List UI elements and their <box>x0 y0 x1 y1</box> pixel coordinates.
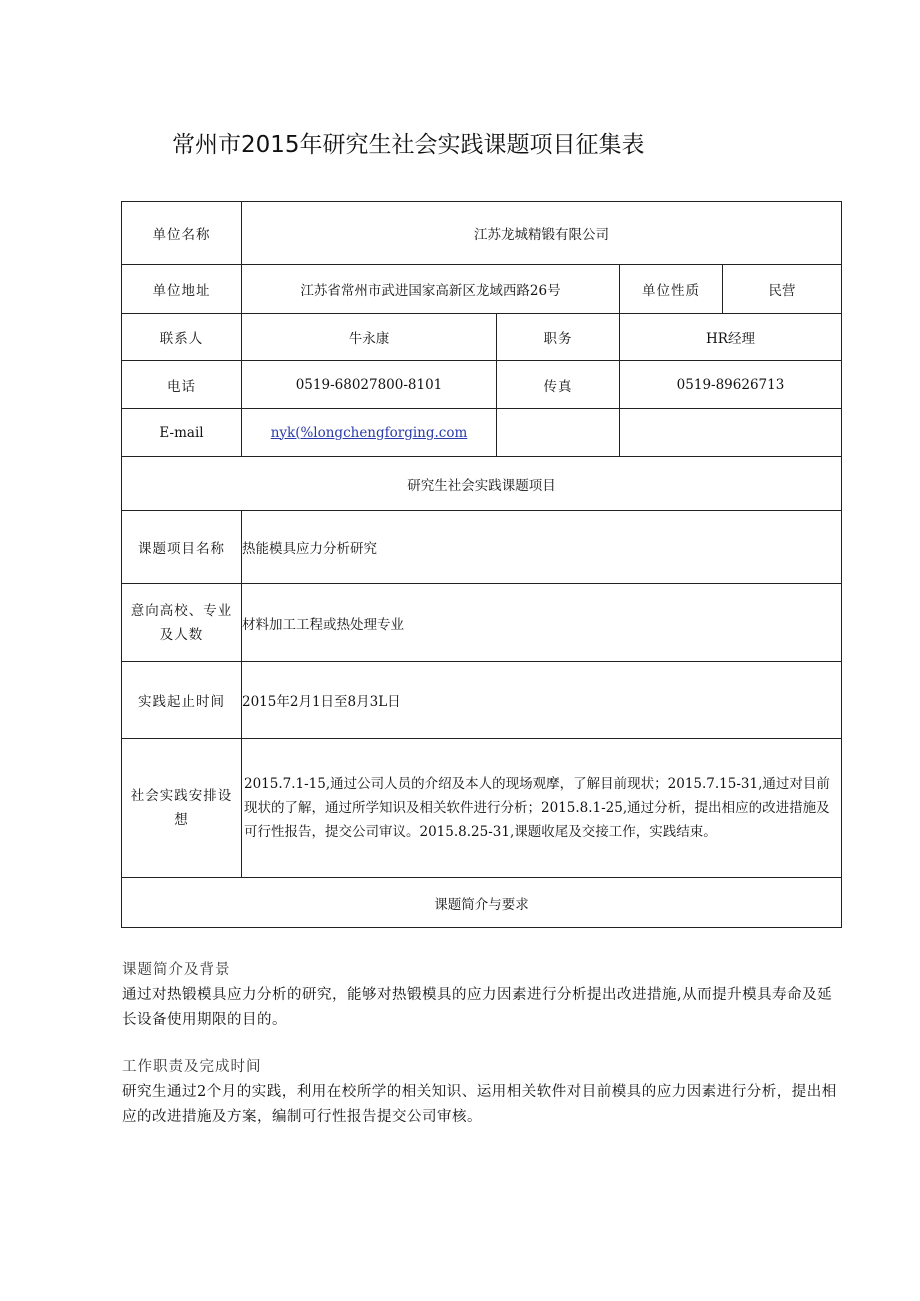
background-heading: 课题简介及背景 <box>122 962 231 978</box>
position-label: 职务 <box>497 314 620 361</box>
contact-label: 联系人 <box>122 314 242 361</box>
project-section-heading: 研究生社会实践课题项目 <box>122 457 842 511</box>
fax-label: 传真 <box>497 361 620 409</box>
school-label-line-2: 及人数 <box>159 626 204 643</box>
duties-section <box>122 1055 842 1130</box>
school-value: 材料加工工程或热处理专业 <box>242 584 842 662</box>
row-intro-section <box>122 878 842 928</box>
row-address <box>122 265 842 314</box>
page-title: 常州市2015年研究生社会实践课题项目征集表 <box>172 132 645 158</box>
email-empty-cell-1 <box>497 409 620 457</box>
arrangement-label-line-2: 想 <box>174 812 189 828</box>
project-name-label: 课题项目名称 <box>122 511 242 584</box>
nature-value: 民营 <box>723 265 842 314</box>
arrangement-value: 2015.7.1-15,通过公司人员的介绍及本人的现场观摩，了解目前现状；2015.7.15-31,通过对目前现状的了解，通过所学知识及相关软件进行分析；2015.8.1-25,通过分析，提出相应的改进措施及可行性报告，提交公司审议。2015.8.25-31,课题收尾及交接工作，实践结束。 <box>244 776 830 840</box>
fax-value: 0519-89626713 <box>620 361 842 409</box>
intro-section-heading: 课题简介与要求 <box>122 878 842 928</box>
row-school <box>122 584 842 662</box>
arrangement-value-cell <box>242 739 842 878</box>
arrangement-label <box>122 739 242 878</box>
school-label <box>122 584 242 662</box>
email-empty-cell-2 <box>620 409 842 457</box>
background-text: 通过对热锻模具应力分析的研究，能够对热锻模具的应力因素进行分析提出改进措施,从而提升模具寿命及延长设备使用期限的目的。 <box>122 987 833 1028</box>
email-value-cell <box>242 409 497 457</box>
collection-form-table <box>121 201 842 928</box>
project-name-value: 热能模具应力分析研究 <box>242 511 842 584</box>
email-link[interactable]: nyk(%longchengforging.com <box>270 424 468 441</box>
phone-label: 电话 <box>122 361 242 409</box>
time-label: 实践起止时间 <box>122 662 242 739</box>
row-time <box>122 662 842 739</box>
email-label: E-mail <box>122 409 242 457</box>
address-label: 单位地址 <box>122 265 242 314</box>
contact-value: 牛永康 <box>242 314 497 361</box>
row-project-section <box>122 457 842 511</box>
position-value: HR经理 <box>620 314 842 361</box>
address-value: 江苏省常州市武进国家高新区龙域西路26号 <box>242 265 620 314</box>
row-phone <box>122 361 842 409</box>
row-unit-name <box>122 202 842 265</box>
duties-heading: 工作职责及完成时间 <box>122 1059 262 1075</box>
background-section <box>122 958 842 1033</box>
phone-value: 0519-68027800-8101 <box>242 361 497 409</box>
row-contact <box>122 314 842 361</box>
unit-name-value: 江苏龙城精锻有限公司 <box>242 202 842 265</box>
nature-label: 单位性质 <box>620 265 723 314</box>
row-email <box>122 409 842 457</box>
time-value: 2015年2月1日至8月3L日 <box>242 662 842 739</box>
arrangement-label-line-1: 社会实践安排设 <box>130 788 233 804</box>
unit-name-label: 单位名称 <box>122 202 242 265</box>
school-label-line-1: 意向高校、专业 <box>130 602 233 619</box>
duties-text: 研究生通过2个月的实践，利用在校所学的相关知识、运用相关软件对目前模具的应力因素进行分析，提出相应的改进措施及方案，编制可行性报告提交公司审核。 <box>122 1084 837 1125</box>
row-project-name <box>122 511 842 584</box>
row-arrangement <box>122 739 842 878</box>
